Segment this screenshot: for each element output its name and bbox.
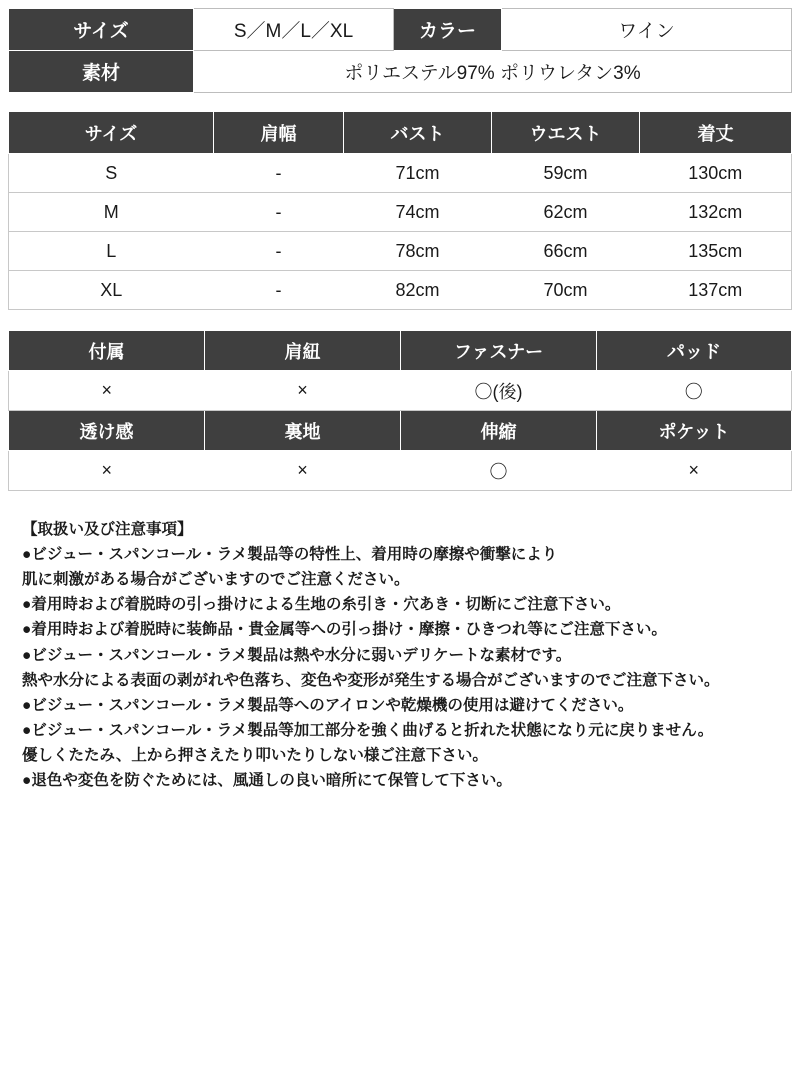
size-cell: 70cm bbox=[492, 271, 640, 310]
table-row bbox=[9, 371, 792, 411]
detail-cell: × bbox=[9, 371, 205, 411]
table-header-row bbox=[9, 411, 792, 451]
size-cell: - bbox=[214, 193, 344, 232]
size-cell: 78cm bbox=[344, 232, 492, 271]
spec-label-color: カラー bbox=[394, 9, 502, 51]
size-cell: 130cm bbox=[640, 154, 792, 193]
table-row bbox=[9, 232, 792, 271]
detail-header-pad: パッド bbox=[597, 331, 792, 371]
size-header-waist: ウエスト bbox=[492, 112, 640, 154]
size-cell: - bbox=[214, 232, 344, 271]
table-row bbox=[9, 154, 792, 193]
detail-cell: × bbox=[597, 451, 792, 491]
size-cell: L bbox=[9, 232, 214, 271]
notes-line: 肌に刺激がある場合がございますのでご注意ください。 bbox=[22, 571, 410, 589]
detail-table bbox=[8, 330, 792, 491]
size-header-size: サイズ bbox=[9, 112, 214, 154]
notes-line: ●ビジュー・スパンコール・ラメ製品は熱や水分に弱いデリケートな素材です。 bbox=[22, 646, 572, 664]
spec-label-size: サイズ bbox=[9, 9, 194, 51]
spec-label-material: 素材 bbox=[9, 51, 194, 93]
size-cell: 71cm bbox=[344, 154, 492, 193]
detail-header-accessory: 付属 bbox=[9, 331, 205, 371]
table-header-row bbox=[9, 331, 792, 371]
detail-cell: 〇(後) bbox=[401, 371, 597, 411]
size-cell: 62cm bbox=[492, 193, 640, 232]
detail-header-lining: 裏地 bbox=[205, 411, 401, 451]
table-row bbox=[9, 51, 792, 93]
size-cell: 132cm bbox=[640, 193, 792, 232]
size-header-shoulder: 肩幅 bbox=[214, 112, 344, 154]
size-cell: - bbox=[214, 271, 344, 310]
notes-line: ●ビジュー・スパンコール・ラメ製品等へのアイロンや乾燥機の使用は避けてください。 bbox=[22, 696, 634, 714]
size-cell: 66cm bbox=[492, 232, 640, 271]
detail-header-zipper: ファスナー bbox=[401, 331, 597, 371]
size-cell: 137cm bbox=[640, 271, 792, 310]
detail-header-stretch: 伸縮 bbox=[401, 411, 597, 451]
size-cell: 59cm bbox=[492, 154, 640, 193]
notes-title: 【取扱い及び注意事項】 bbox=[22, 521, 193, 538]
detail-cell: 〇 bbox=[401, 451, 597, 491]
notes-line: 熱や水分による表面の剥がれや色落ち、変色や変形が発生する場合がございますのでご注意下さい。 bbox=[22, 671, 720, 689]
table-row bbox=[9, 451, 792, 491]
notes-line: ●着用時および着脱時の引っ掛けによる生地の糸引き・穴あき・切断にご注意下さい。 bbox=[22, 596, 621, 614]
detail-cell: × bbox=[205, 371, 401, 411]
detail-cell: 〇 bbox=[597, 371, 792, 411]
size-cell: M bbox=[9, 193, 214, 232]
table-row bbox=[9, 271, 792, 310]
size-cell: - bbox=[214, 154, 344, 193]
detail-header-strap: 肩紐 bbox=[205, 331, 401, 371]
size-cell: 82cm bbox=[344, 271, 492, 310]
spec-value-color: ワイン bbox=[502, 9, 792, 51]
size-cell: 135cm bbox=[640, 232, 792, 271]
spec-value-material: ポリエステル97% ポリウレタン3% bbox=[194, 51, 792, 93]
size-cell: XL bbox=[9, 271, 214, 310]
spec-value-size: S／M／L／XL bbox=[194, 9, 394, 51]
detail-cell: × bbox=[9, 451, 205, 491]
notes-line: ●ビジュー・スパンコール・ラメ製品等加工部分を強く曲げると折れた状態になり元に戻りません。 bbox=[22, 721, 714, 739]
spec-table bbox=[8, 8, 792, 93]
table-row bbox=[9, 193, 792, 232]
table-header-row bbox=[9, 112, 792, 154]
detail-cell: × bbox=[205, 451, 401, 491]
notes-line: 優しくたたみ、上から押さえたり叩いたりしない様ご注意下さい。 bbox=[22, 746, 488, 764]
size-cell: S bbox=[9, 154, 214, 193]
size-header-bust: バスト bbox=[344, 112, 492, 154]
notes-line: ●着用時および着脱時に装飾品・貴金属等への引っ掛け・摩擦・ひきつれ等にご注意下さい。 bbox=[22, 621, 667, 639]
detail-header-pocket: ポケット bbox=[597, 411, 792, 451]
size-header-length: 着丈 bbox=[640, 112, 792, 154]
care-notes bbox=[8, 513, 792, 793]
table-row bbox=[9, 9, 792, 51]
notes-line: ●退色や変色を防ぐためには、風通しの良い暗所にて保管して下さい。 bbox=[22, 772, 512, 790]
notes-line: ●ビジュー・スパンコール・ラメ製品等の特性上、着用時の摩擦や衝撃により bbox=[22, 546, 558, 564]
detail-header-sheerness: 透け感 bbox=[9, 411, 205, 451]
size-cell: 74cm bbox=[344, 193, 492, 232]
size-chart-table bbox=[8, 111, 792, 310]
